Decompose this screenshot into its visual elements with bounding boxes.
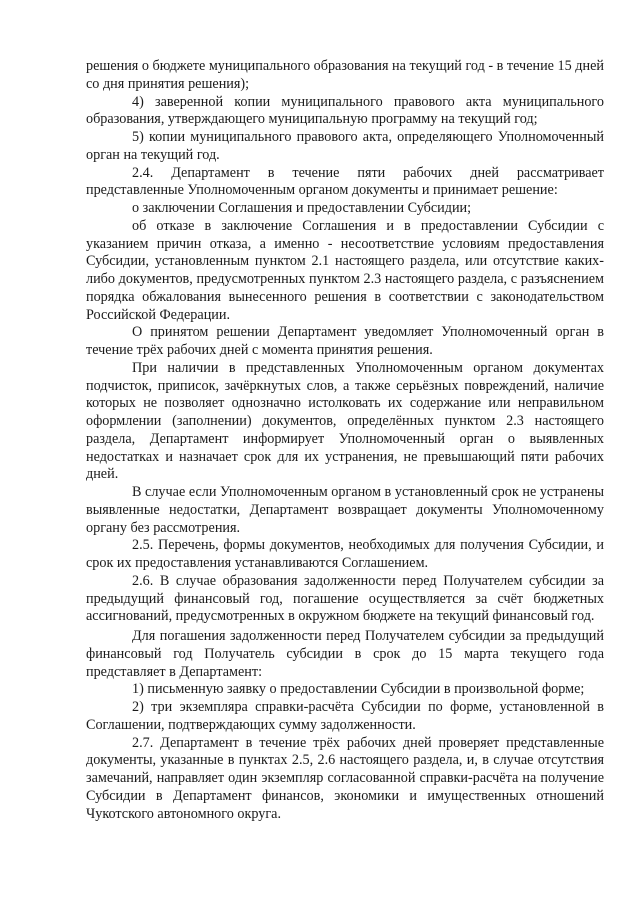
paragraph-2-7: 2.7. Департамент в течение трёх рабочих дней проверяет представленные документы, указанные в пунктах 2.5, 2.6 настоящего раздела, и, в случае отсутствия замечаний, направляет один экземпляр согласованной справки-расчёта на получение Субсидии в Департамент финансов, экономики и имущественных отношений Чукотского автономного округа. bbox=[86, 734, 604, 822]
paragraph-item-4: 4) заверенной копии муниципального правового акта муниципального образования, утверждающего муниципальную программу на текущий год; bbox=[86, 93, 604, 128]
paragraph-decision-agreement: о заключении Соглашения и предоставлении Субсидии; bbox=[132, 200, 472, 216]
paragraph-debt-repayment: Для погашения задолженности перед Получателем субсидии за предыдущий финансовый год Получатель субсидии в срок до 15 марта текущего года представляет в Департамент: bbox=[86, 628, 604, 680]
paragraph-2-6: 2.6. В случае образования задолженности перед Получателем субсидии за предыдущий финансовый год, погашение осуществляется за счёт бюджетных ассигнований, предусмотренных в окружном бюджете на текущий финансовый год. bbox=[86, 572, 604, 625]
paragraph-decision-refusal: об отказе в заключение Соглашения и в предоставлении Субсидии с указанием причин отказа, а именно - несоответствие условиям предоставления Субсидии, установленным пунктом 2.1 настоящего раздела, или отсутствие каких-либо документов, предусмотренных пунктом 2.3 настоящего раздела, с разъяснением порядка обжалования вынесенного решения в соответствии с законодательством Российской Федерации. bbox=[86, 217, 604, 323]
paragraph-2-4: 2.4. Департамент в течение пяти рабочих дней рассматривает представленные Уполномоченным органом документы и принимает решение: bbox=[86, 164, 604, 199]
paragraph-notification: О принятом решении Департамент уведомляет Уполномоченный орган в течение трёх рабочих дней с момента принятия решения. bbox=[86, 324, 604, 358]
paragraph-return: В случае если Уполномоченным органом в установленный срок не устранены выявленные недостатки, Департамент возвращает документы Уполномоченному органу без рассмотрения. bbox=[86, 484, 604, 536]
paragraph-item-5: 5) копии муниципального правового акта, определяющего Уполномоченный орган на текущий год. bbox=[86, 129, 604, 163]
paragraph-item-1-application: 1) письменную заявку о предоставлении Субсидии в произвольной форме; bbox=[132, 681, 585, 698]
paragraph-2-5: 2.5. Перечень, формы документов, необходимых для получения Субсидии, и срок их предоставления устанавливаются Соглашением. bbox=[86, 537, 604, 571]
paragraph-item-2-certificate: 2) три экземпляра справки-расчёта Субсидии по форме, установленной в Соглашении, подтверждающих сумму задолженности. bbox=[86, 699, 604, 733]
paragraph-deficiencies: При наличии в представленных Уполномоченным органом документах подчисток, приписок, зачёркнутых слов, а также серьёзных повреждений, наличие которых не позволяет однозначно истолковать их содержание или неправильном оформлении (заполнении) документов, определённых пунктом 2.3 настоящего раздела, Департамент информирует Уполномоченный орган о выявленных недостатках и назначает срок для их устранения, не превышающий пяти рабочих дней. bbox=[86, 359, 604, 483]
paragraph-continuation: решения о бюджете муниципального образования на текущий год - в течение 15 дней со дня принятия решения); bbox=[86, 58, 604, 92]
